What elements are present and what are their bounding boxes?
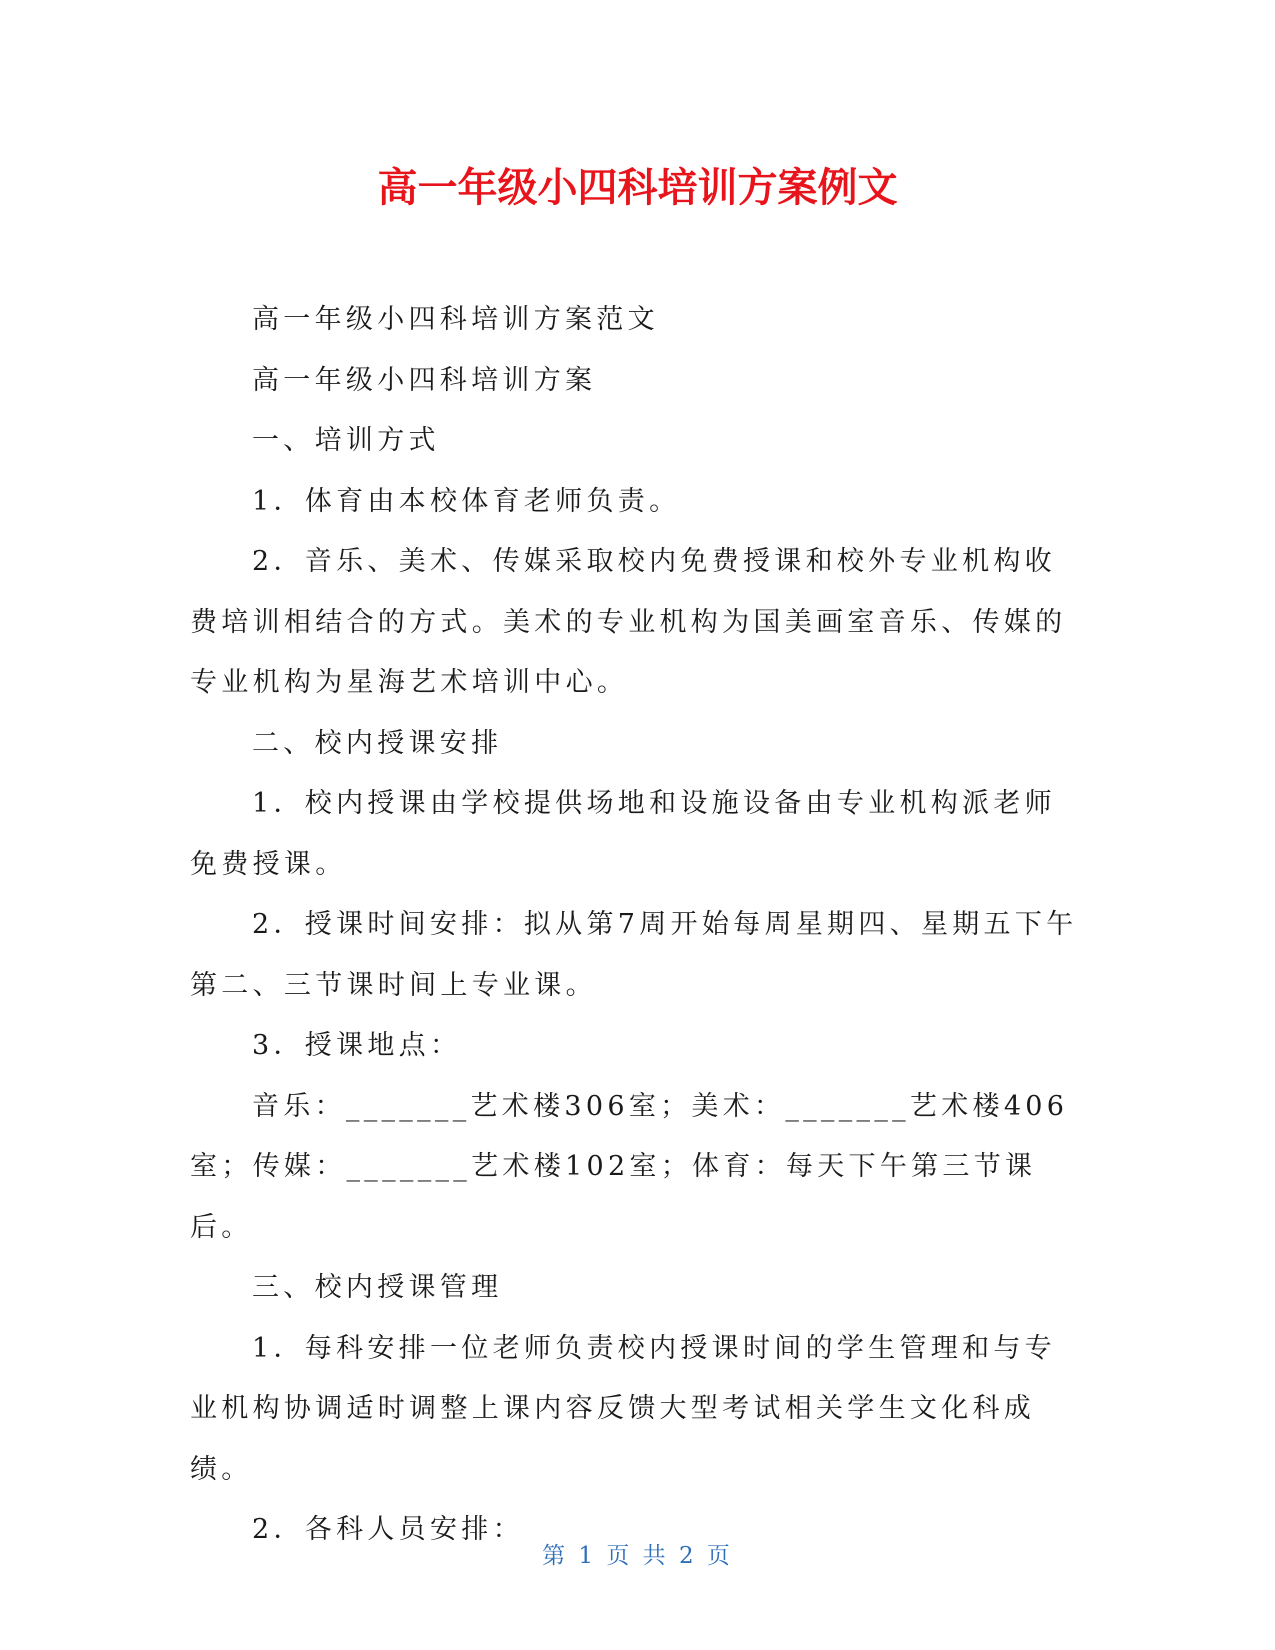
document-title: 高一年级小四科培训方案例文 <box>377 165 898 211</box>
paragraph: 1．体育由本校体育老师负责。 <box>252 485 681 517</box>
paragraph: 高一年级小四科培训方案范文 <box>252 304 659 335</box>
page-footer: 第 1 页 共 2 页 <box>542 1543 733 1569</box>
paragraph: 音乐：_______艺术楼306室；美术：_______艺术楼406室；传媒：_______艺术楼102室；体育：每天下午第三节课后。 <box>190 1090 1069 1243</box>
document-body <box>190 290 1080 1561</box>
paragraph: 1．每科安排一位老师负责校内授课时间的学生管理和与专业机构协调适时调整上课内容反馈大型考试相关学生文化科成绩。 <box>190 1332 1056 1485</box>
paragraph: 2．授课时间安排：拟从第7周开始每周星期四、星期五下午第二、三节课时间上专业课。 <box>190 909 1078 1001</box>
section-heading: 一、培训方式 <box>252 425 440 456</box>
section-heading: 三、校内授课管理 <box>252 1272 503 1303</box>
paragraph: 2．各科人员安排： <box>252 1514 524 1545</box>
paragraph: 1．校内授课由学校提供场地和设施设备由专业机构派老师免费授课。 <box>190 788 1056 880</box>
paragraph: 高一年级小四科培训方案 <box>252 364 597 396</box>
paragraph: 3．授课地点： <box>252 1030 462 1061</box>
paragraph: 2．音乐、美术、传媒采取校内免费授课和校外专业机构收费培训相结合的方式。美术的专业机构为国美画室音乐、传媒的专业机构为星海艺术培训中心。 <box>190 546 1067 698</box>
section-heading: 二、校内授课安排 <box>252 727 503 759</box>
